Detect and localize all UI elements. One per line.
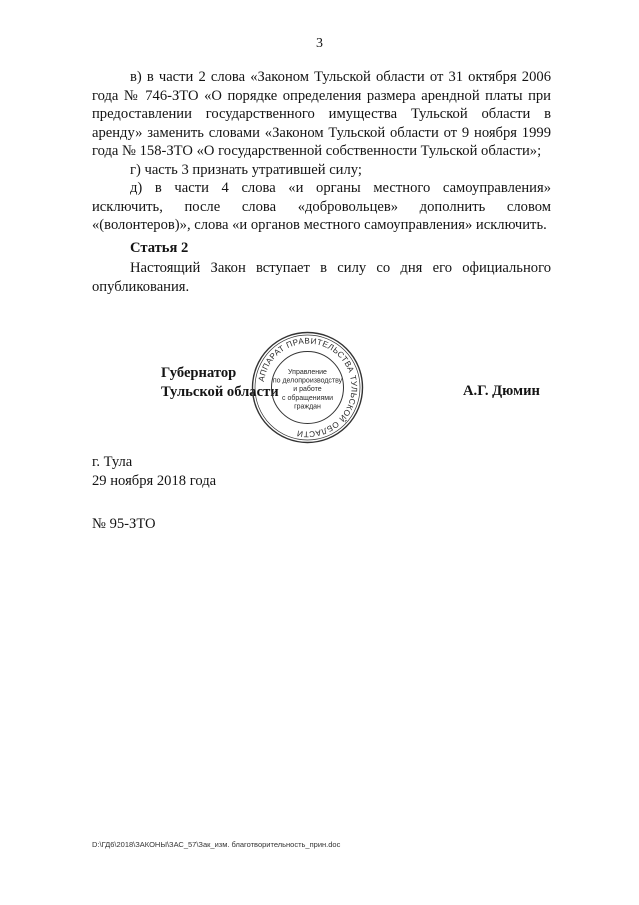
place-date-block [92,453,216,490]
stamp-center-line: граждан [294,403,321,411]
governor-name: А.Г. Дюмин [463,383,540,399]
stamp-center-line: Управление [288,369,327,376]
article-2-text-line1: Настоящий Закон вступает в силу со дня его официального [130,260,551,276]
date: 29 ноября 2018 года [92,472,217,489]
article-2-title: Статья 2 [130,240,189,256]
law-number: № 95-ЗТО [92,516,156,532]
place: г. Тула [92,454,133,470]
stamp-center-line: с обращениями [282,394,333,402]
page-number: 3 [316,36,323,51]
stamp-center-line: и работе [293,386,322,394]
stamp-ring-text: АППАРАТ ПРАВИТЕЛЬСТВА ТУЛЬСКОЙ ОБЛАСТИ [256,336,359,439]
paragraph-d: д) в части 4 слова «и органы местного самоуправления» исключить, после слова «добровольцев» дополнить словом «(волонтеров)», слова «и органов местного самоуправления» исключить. [92,180,551,234]
footer-file-path: D:\ГД6\2018\ЗАКОНЫ\ЗАС_57\Зак_изм. благотворительность_прин.doc [92,840,341,849]
paragraph-g: г) часть 3 признать утратившей силу; [130,162,362,178]
governor-title-line2: Тульской области [161,384,279,400]
stamp-center-line: по делопроизводству [272,377,343,385]
governor-title-line1: Губернатор [161,365,237,381]
official-stamp-icon [250,330,365,445]
article-2-text-line2: опубликования. [92,279,190,295]
paragraph-v: в) в части 2 слова «Законом Тульской области от 31 октября 2006 года № 746-ЗТО «О порядке определения размера арендной платы при предоставлении государственного имущества Тульской области в аренду» заменить словами «Законом Тульской области от 9 ноября 1999 года № 158-ЗТО «О государственной собственности Тульской области»; [92,69,551,160]
